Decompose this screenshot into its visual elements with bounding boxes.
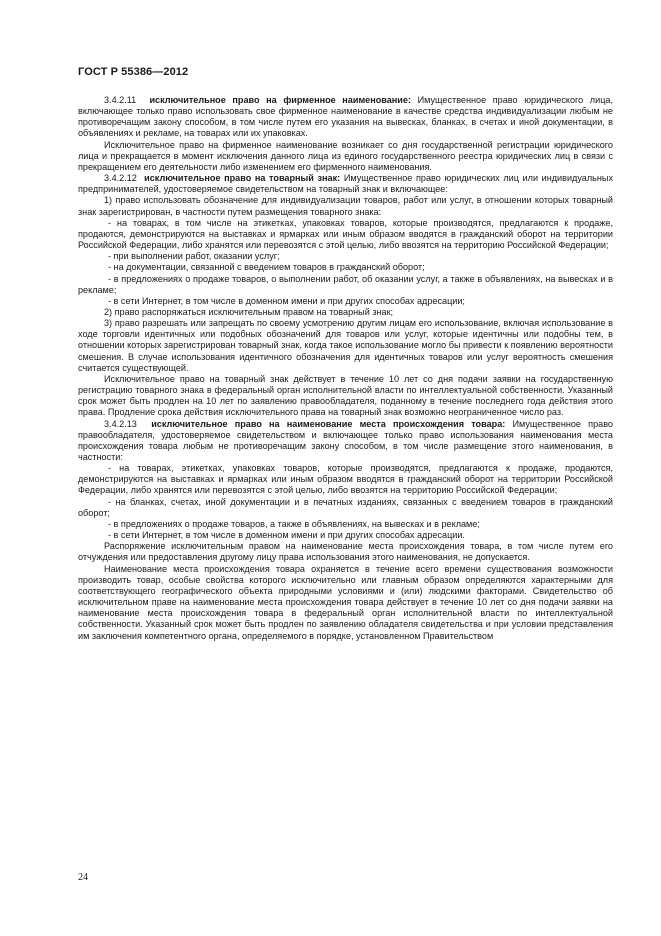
term: исключительное право на наименование места происхождения товара: (151, 418, 506, 429)
paragraph: 3.4.2.12 исключительное право на товарный знак: Имущественное право юридических лиц или индивидуальных предпринимателей, удостоверяемое свидетельством на товарный знак и включающее: (78, 173, 614, 195)
paragraph: Исключительное право на фирменное наименование возникает со дня государственной регистрации юридического лица и прекращается в момент исключения данного лица из единого государственного реестра юридических лиц в связи с прекращением его деятельности либо изменением его фирменного наименования. (78, 139, 613, 172)
paragraph: Распоряжение исключительным правом на наименование места происхождения товара, в том числе путем его отчуждения или предоставления другому лицу права использования этого наименования, не допускается. (78, 541, 613, 563)
list-item: - в предложениях о продаже товаров, а также в объявлениях, на вывесках и в рекламе; (108, 518, 480, 529)
paragraph: 3.4.2.13 исключительное право на наименование места происхождения товара: Имущественное право правообладателя, удостоверяемое свидетельством и включающее только право использования наименования места происхождения товара любым не противоречащим закону способом, в том числе размещение этого наименования, в частности: (78, 418, 613, 462)
term: исключительное право на товарный знак: (144, 173, 341, 184)
list-item: - в сети Интернет, в том числе в доменном имени и при других способах адресации. (108, 530, 465, 541)
list-item: - в предложениях о продаже товаров, о выполнении работ, об оказании услуг, а также в объявлениях, на вывесках и в рекламе; (78, 273, 613, 295)
list-item: - на бланках, счетах, иной документации и в печатных изданиях, связанных с введением товаров в гражданский оборот; (78, 496, 613, 518)
list-item: - в сети Интернет, в том числе в доменном имени и при других способах адресации; (108, 295, 465, 306)
list-item: 1) право использовать обозначение для индивидуализации товаров, работ или услуг, в отношении которых товарный знак зарегистрирован, в частности путем размещения товарного знака: (78, 195, 613, 217)
list-item: - при выполнении работ, оказании услуг; (108, 251, 280, 262)
document-body (78, 95, 613, 642)
list-item: - на товарах, в том числе на этикетках, упаковках товаров, которые производятся, предлагаются к продаже, продаются, демонстрируются на выставках и ярмарках или иным образом вводятся в гражданский оборот на территории Российской Федерации, либо хранятся или перевозятся с этой целью, либо ввозятся на территорию Российской Федерации; (78, 217, 613, 251)
page-number: 24 (78, 872, 88, 883)
list-item: - на товарах, этикетках, упаковках товаров, которые производятся, предлагаются к продаже, продаются, демонстрируются на выставках и ярмарках или иным образом вводятся в гражданский оборот на территории Российской Федерации, либо хранятся или перевозятся с этой целью, либо ввозятся на территорию Российской Федерации; (78, 463, 613, 496)
paragraph: Наименование места происхождения товара охраняется в течение всего времени существования возможности производить товар, особые свойства которого исключительно или главным образом определяются характерными для соответствующего географического объекта природными условиями и (или) людскими факторами. Свидетельство об исключительном праве на наименование места происхождения товара действует в течение 10 лет со дня подачи заявки на наименование места происхождения товара в федеральный орган исполнительной власти по интеллектуальной собственности. Указанный срок может быть продлен по заявлению обладателя свидетельства и при условии представления им заключения компетентного органа, определяемого в порядке, установленном Правительством (78, 563, 613, 641)
list-item: - на документации, связанной с введением товаров в гражданский оборот; (108, 262, 425, 273)
term: исключительное право на фирменное наименование: (149, 95, 411, 105)
list-item: 2) право распоряжаться исключительным правом на товарный знак; (104, 306, 394, 317)
list-item: 3) право разрешать или запрещать по своему усмотрению другим лицам его использование, включая использование в ходе торговли идентичных или подобных обозначений для товаров или услуг, которые идентичны или подобны тем, в отношении которых зарегистрирован товарный знак, когда такое использование могло бы привести к появлению вероятности смешения. В случае использования идентичного обозначения для идентичных товаров или услуг вероятность смешения считается существующей. (78, 318, 613, 373)
paragraph: Исключительное право на товарный знак действует в течение 10 лет со дня подачи заявки на государственную регистрацию товарного знака в федеральный орган исполнительной власти по интеллектуальной собственности. Указанный срок может быть продлен на 10 лет по заявлению правообладателя, поданному в течение последнего года действия этого права. Продление срока действия исключительного права на товарный знак возможно неограниченное число раз. (78, 373, 613, 418)
paragraph: 3.4.2.11 исключительное право на фирменное наименование: Имущественное право юридического лица, включающее только право использовать свое фирменное наименование в качестве средства индивидуализации любым не противоречащим закону способом, в том числе путем его указания на вывесках, бланках, в счетах и иной документации, в объявлениях и рекламе, на товарах или их упаковках. (78, 95, 613, 139)
page-header: ГОСТ Р 55386—2012 (78, 66, 189, 78)
